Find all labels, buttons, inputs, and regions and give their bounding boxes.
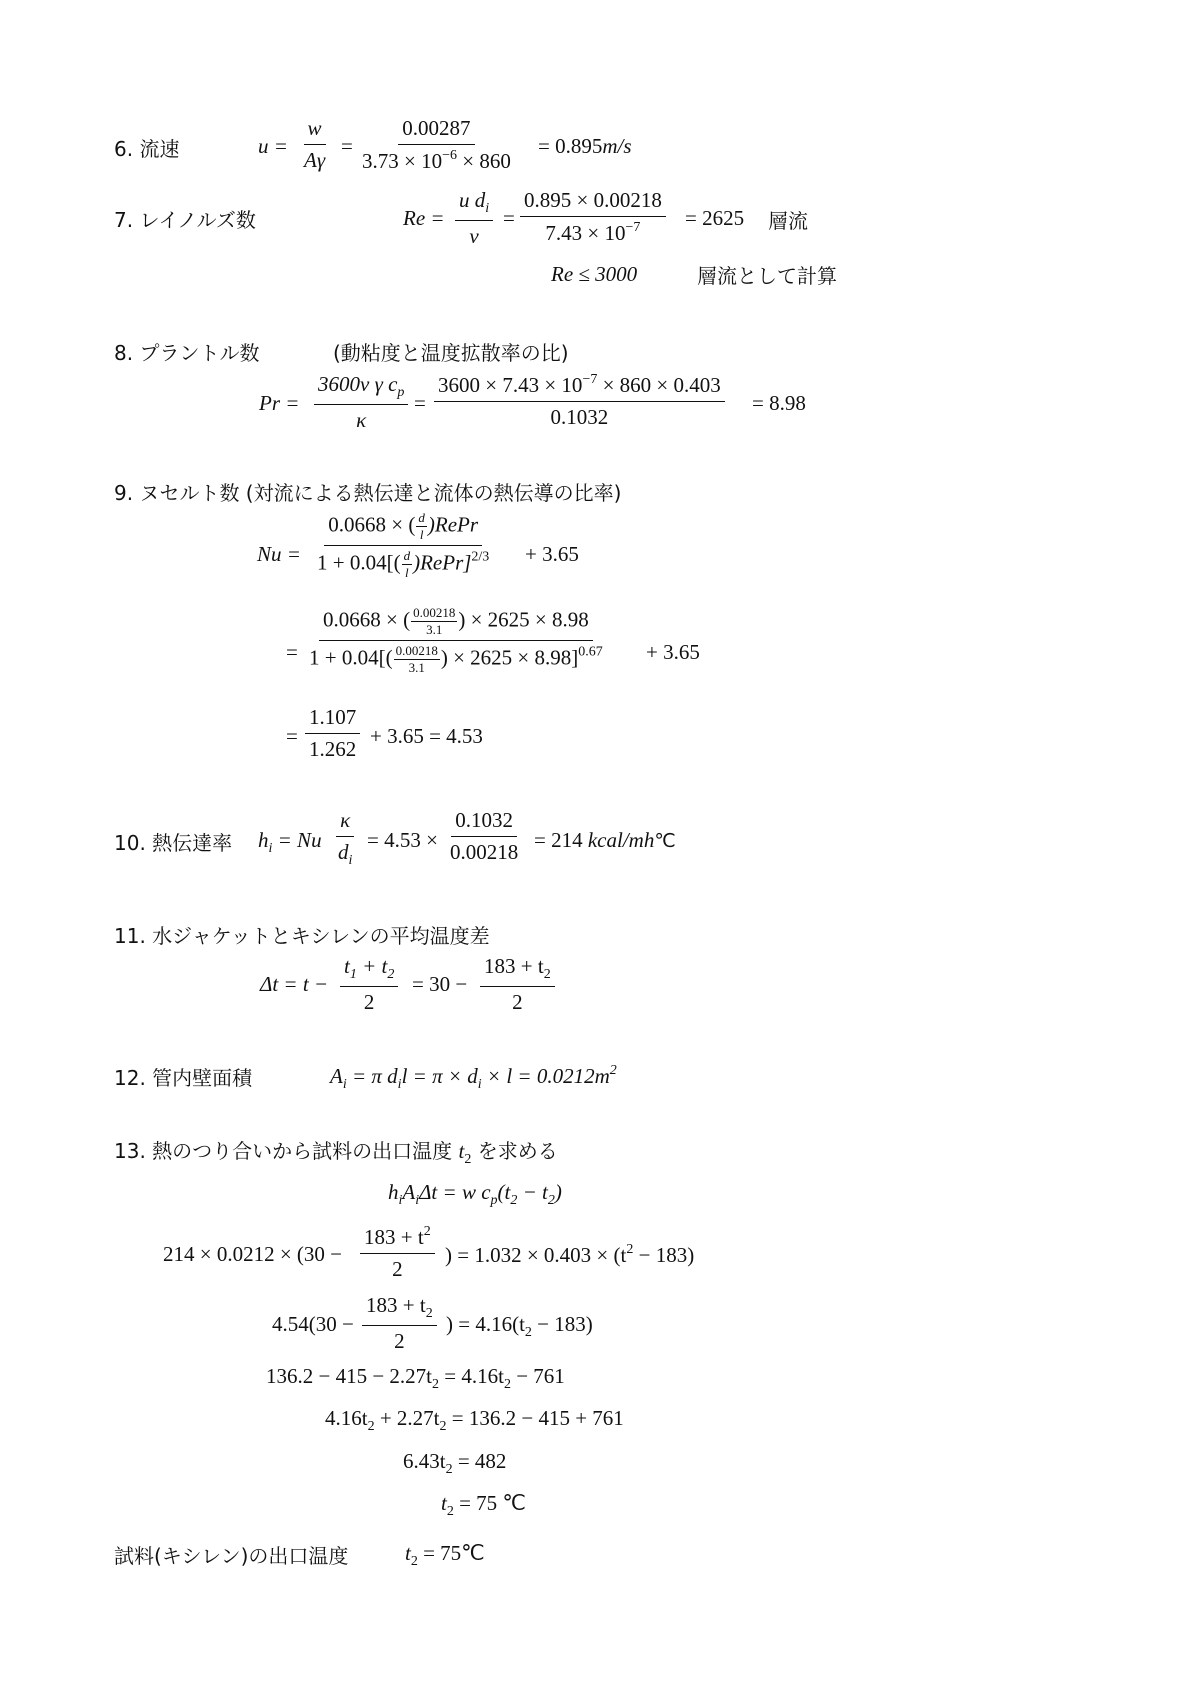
s13-eq4: $136.2 - 415 - 2.27t_2 = 4.16t_2 - 761$ (266, 1364, 565, 1392)
s10-lhs: $h_i = Nu$ (258, 828, 322, 856)
s7-fraction-1 (455, 188, 493, 249)
s10-di: $d_i$ (338, 840, 353, 868)
s6-lhs: u = (258, 134, 288, 158)
s7-f1-num: u $d_i$ (455, 188, 493, 221)
s7-fraction-2 (520, 188, 666, 246)
s9-fraction-1 (313, 511, 493, 580)
s7-result: = 2625 (685, 206, 745, 230)
s9-f1-den: 1 + 0.04[( $\frac{d}{l}$ )RePr]$^{2/3}$ (317, 548, 490, 580)
s9-eq2: = (286, 640, 298, 664)
s11-fraction-2 (480, 954, 555, 1015)
s9-plus2: + 3.65 (646, 640, 700, 664)
s13-eq7: $t_2 = 75$ ℃ (441, 1491, 527, 1519)
section-8-label: 8. プラントル数 (114, 341, 260, 365)
s10-kappa: κ (336, 808, 354, 837)
s8-eq: = (414, 391, 426, 415)
s13-eq3-den: 2 (394, 1329, 405, 1353)
s12-equation: $A_i = \pi$ $d_il = \pi \times d_i \times l = 0.0212m^2$ (330, 1063, 617, 1092)
section-10-label: 10. 熱伝達率 (114, 831, 233, 855)
s7-condition-note: 層流として計算 (697, 264, 837, 288)
s11-f2-den: 2 (512, 990, 523, 1014)
s11-fraction-1 (340, 954, 398, 1015)
final-label: 試料(キシレン)の出口温度 (114, 1544, 349, 1568)
s10-fraction-2 (446, 808, 522, 865)
s11-f2-num: $183 + t_2$ (480, 954, 555, 987)
s7-eq: = (503, 206, 515, 230)
s10-f-num: 0.1032 (451, 808, 517, 837)
s8-f2-den: 0.1032 (550, 405, 609, 429)
s9-fraction-3 (305, 705, 360, 762)
s9-eq3: = (286, 724, 298, 748)
s8-fraction-1 (314, 372, 408, 433)
s13-eq2-right: ) = $1.032 \times 0.403 \times (t^2 - 183)$ (445, 1242, 695, 1267)
s9-f3-num: 1.107 (305, 705, 360, 734)
s7-f1-den: ν (469, 224, 479, 248)
s6-result: = 0.895m/s (538, 134, 632, 158)
s11-f1-den: 2 (363, 990, 375, 1014)
s7-condition: Re ≤ 3000 (551, 262, 638, 286)
s11-f1-num: $t_1 + t_2$ (340, 954, 398, 987)
section-7-label: 7. レイノルズ数 (114, 208, 256, 232)
s13-eq2-den: 2 (392, 1257, 403, 1281)
s6-fraction-2 (358, 116, 515, 174)
s8-result: = 8.98 (752, 391, 806, 415)
s13-eq3-num: $183 + t_2$ (362, 1293, 437, 1326)
s10-fraction-1 (334, 808, 356, 869)
s9-f2-den: 1 + 0.04[( $\frac{0.00218}{3.1}$ ) × 2625 × 8.98]$^{0.67}$ (309, 643, 603, 675)
s9-fraction-2 (305, 606, 607, 675)
section-11-label: 11. 水ジャケットとキシレンの平均温度差 (114, 924, 490, 948)
s11-mid: = 30 − (412, 972, 468, 996)
s13-eq5: $4.16t_2 + 2.27t_2 = 136.2 - 415 + 761$ (325, 1406, 624, 1434)
s9-lhs: Nu = (257, 542, 301, 566)
s10-result: = 214 kcal/mh℃ (534, 828, 676, 852)
s8-f1-den: κ (356, 408, 367, 432)
section-9-label: 9. ヌセルト数 (対流による熱伝達と流体の熱伝導の比率) (114, 481, 622, 505)
s13-eq3-left: 4.54(30 − (272, 1312, 354, 1336)
s7-f2-den: $7.43 \times 10^{-7}$ (545, 220, 641, 245)
s9-f3-den: 1.262 (309, 737, 357, 761)
s13-eq2-fraction (360, 1224, 435, 1282)
s11-lhs: Δt = t − (260, 972, 329, 996)
section-6-label: 6. 流速 (114, 137, 180, 161)
s9-f1-num: 0.0668 × ( $\frac{d}{l}$ )RePr (324, 511, 482, 546)
s7-regime: 層流 (768, 209, 808, 233)
s9-plus: + 3.65 (525, 542, 579, 566)
s13-eq6: $6.43t_2 = 482$ (403, 1449, 507, 1477)
s6-fraction-1 (300, 116, 329, 173)
s6-f2-den: $3.73 \times 10^{-6} \times 860$ (362, 148, 511, 173)
s8-lhs: Pr = (259, 391, 300, 415)
s6-f1-den: Aγ (304, 148, 326, 172)
s8-f2-num: $3600 \times 7.43 \times 10^{-7} \times 860 \times 0.403$ (434, 372, 725, 402)
section-12-label: 12. 管内壁面積 (114, 1066, 253, 1090)
s13-eq3-fraction (362, 1293, 437, 1354)
s13-heat-balance-eq: $h_iA_i\Delta t = w$ $c_p(t_2 - t_2)$ (388, 1180, 562, 1208)
s13-eq3-right: ) = $4.16(t_2 - 183)$ (446, 1312, 593, 1340)
s8-f1-num: 3600ν γ $c_p$ (314, 372, 408, 405)
s7-f2-num: 0.895 × 0.00218 (520, 188, 666, 217)
s13-eq2-left: 214 × 0.0212 × (30 − (163, 1242, 343, 1266)
s10-f-den: 0.00218 (450, 840, 519, 864)
s6-f1-num: w (304, 116, 326, 145)
s7-lhs: Re = (403, 206, 445, 230)
s9-f2-num: 0.0668 × ( $\frac{0.00218}{3.1}$ ) × 2625 × 8.98 (319, 606, 593, 641)
s8-fraction-2 (434, 372, 725, 430)
final-value: $t_2$ = 75℃ (405, 1541, 485, 1569)
s8-note: (動粘度と温度拡散率の比) (333, 341, 569, 365)
section-13-label: 13. 熱のつり合いから試料の出口温度 $t_2$ を求める (114, 1139, 558, 1167)
s10-mid: = 4.53 × (367, 828, 438, 852)
s6-eq: = (341, 134, 353, 158)
s9-result: + 3.65 = 4.53 (370, 724, 483, 748)
s13-eq2-num: $183 + t^2$ (360, 1224, 435, 1254)
s6-f2-num: 0.00287 (398, 116, 474, 145)
